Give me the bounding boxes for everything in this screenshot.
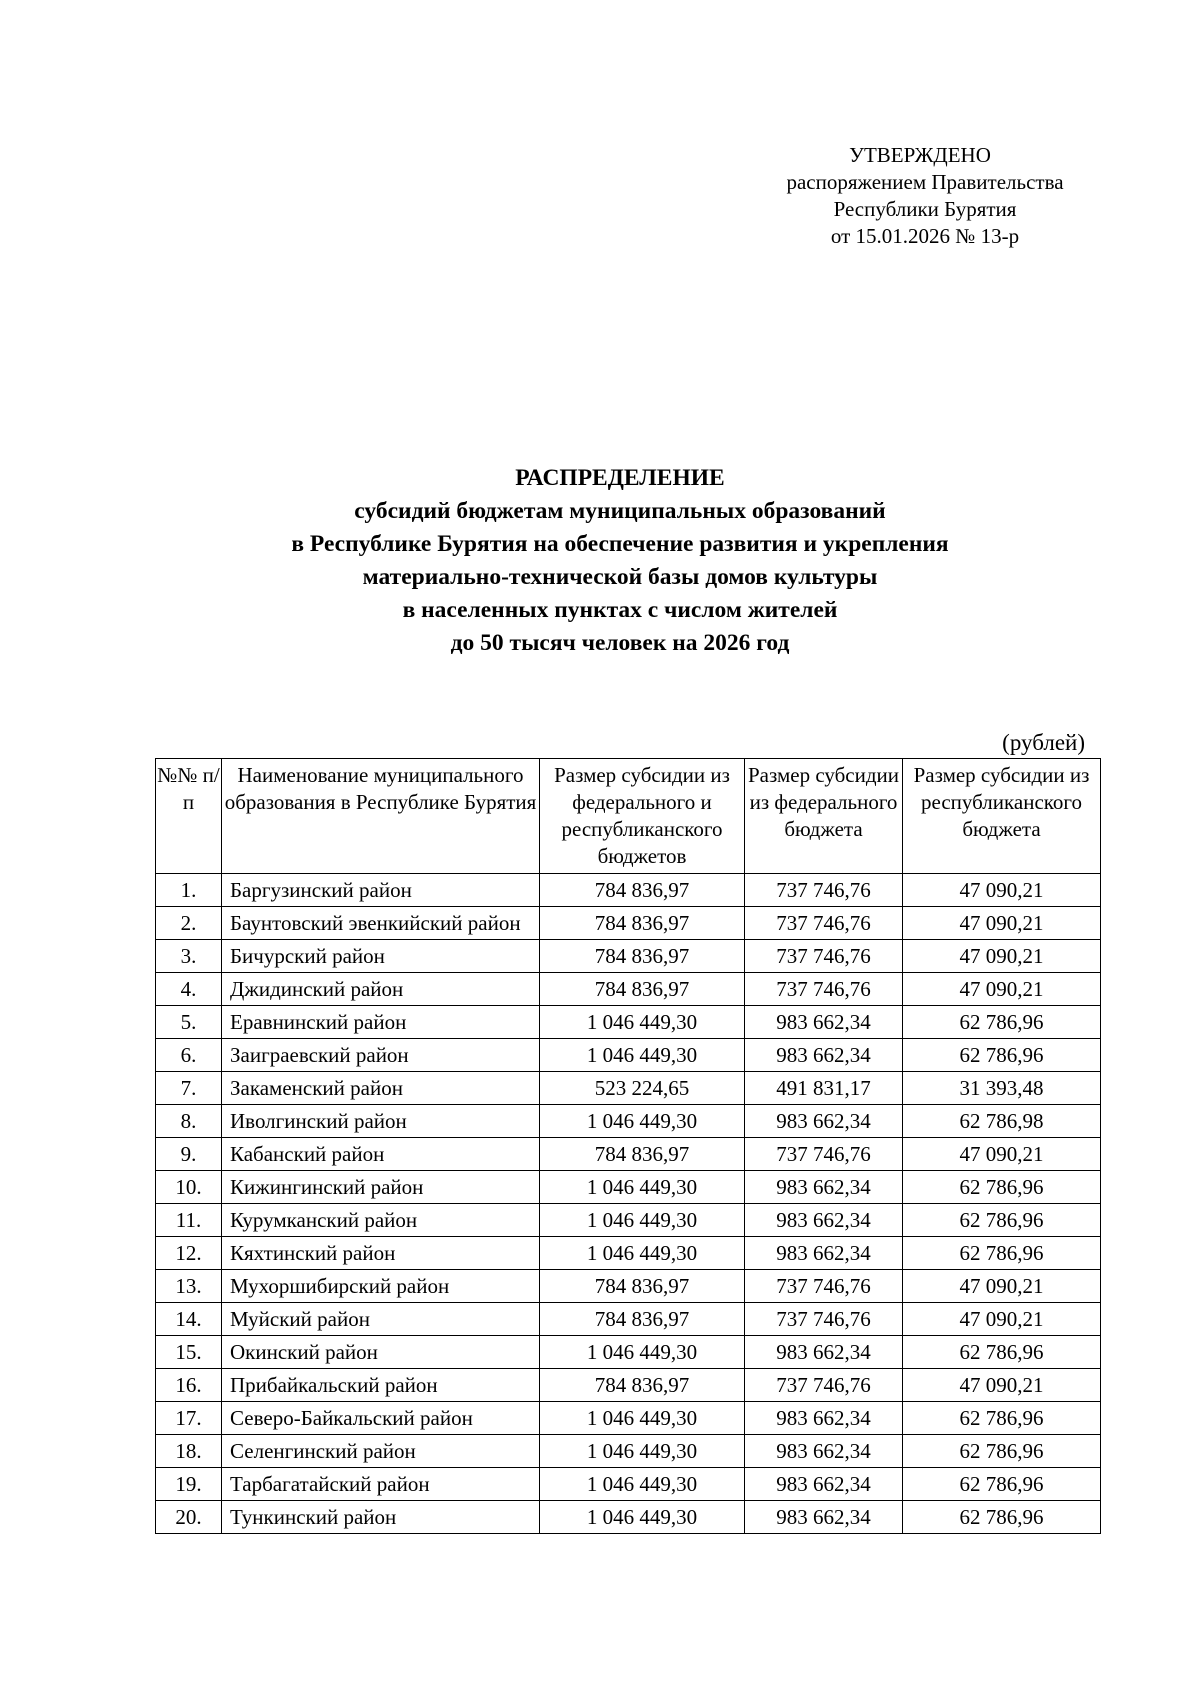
table-row: [156, 1336, 1101, 1369]
total-subsidy: 784 836,97: [540, 874, 745, 907]
row-number: 16.: [156, 1369, 222, 1402]
republic-subsidy: 47 090,21: [903, 973, 1101, 1006]
municipality-name: Джидинский район: [222, 973, 540, 1006]
federal-subsidy: 983 662,34: [745, 1501, 903, 1534]
table-body: [156, 874, 1101, 1534]
municipality-name: Закаменский район: [222, 1072, 540, 1105]
municipality-name: Прибайкальский район: [222, 1369, 540, 1402]
federal-subsidy: 983 662,34: [745, 1435, 903, 1468]
republic-subsidy: 47 090,21: [903, 1303, 1101, 1336]
total-subsidy: 1 046 449,30: [540, 1336, 745, 1369]
republic-subsidy: 62 786,96: [903, 1468, 1101, 1501]
republic-subsidy: 62 786,96: [903, 1006, 1101, 1039]
republic-subsidy: 47 090,21: [903, 874, 1101, 907]
municipality-name: Тункинский район: [222, 1501, 540, 1534]
municipality-name: Кабанский район: [222, 1138, 540, 1171]
row-number: 12.: [156, 1237, 222, 1270]
municipality-name: Курумканский район: [222, 1204, 540, 1237]
title-line-4: материально-технической базы домов культуры: [362, 564, 878, 590]
federal-subsidy: 737 746,76: [745, 1138, 903, 1171]
row-number: 17.: [156, 1402, 222, 1435]
municipality-name: Еравнинский район: [222, 1006, 540, 1039]
federal-subsidy: 983 662,34: [745, 1336, 903, 1369]
federal-subsidy: 983 662,34: [745, 1468, 903, 1501]
header-municipality: Наименование муниципального образования в Республике Бурятия: [222, 759, 540, 874]
total-subsidy: 1 046 449,30: [540, 1468, 745, 1501]
row-number: 18.: [156, 1435, 222, 1468]
federal-subsidy: 737 746,76: [745, 1270, 903, 1303]
row-number: 1.: [156, 874, 222, 907]
municipality-name: Кяхтинский район: [222, 1237, 540, 1270]
table-row: [156, 907, 1101, 940]
federal-subsidy: 737 746,76: [745, 973, 903, 1006]
republic-subsidy: 62 786,96: [903, 1171, 1101, 1204]
total-subsidy: 784 836,97: [540, 907, 745, 940]
table-row: [156, 973, 1101, 1006]
table-row: [156, 1138, 1101, 1171]
republic-subsidy: 62 786,98: [903, 1105, 1101, 1138]
federal-subsidy: 491 831,17: [745, 1072, 903, 1105]
table-row: [156, 1501, 1101, 1534]
municipality-name: Мухоршибирский район: [222, 1270, 540, 1303]
federal-subsidy: 737 746,76: [745, 907, 903, 940]
row-number: 14.: [156, 1303, 222, 1336]
republic-subsidy: 47 090,21: [903, 907, 1101, 940]
header-total-subsidy: Размер субсидии из федерального и республиканского бюджетов: [540, 759, 745, 874]
table-row: [156, 1006, 1101, 1039]
total-subsidy: 1 046 449,30: [540, 1171, 745, 1204]
federal-subsidy: 737 746,76: [745, 874, 903, 907]
republic-subsidy: 62 786,96: [903, 1204, 1101, 1237]
federal-subsidy: 983 662,34: [745, 1006, 903, 1039]
header-federal-subsidy: Размер субсидии из федерального бюджета: [745, 759, 903, 874]
row-number: 8.: [156, 1105, 222, 1138]
row-number: 19.: [156, 1468, 222, 1501]
federal-subsidy: 983 662,34: [745, 1237, 903, 1270]
republic-subsidy: 62 786,96: [903, 1435, 1101, 1468]
republic-subsidy: 62 786,96: [903, 1336, 1101, 1369]
municipality-name: Заиграевский район: [222, 1039, 540, 1072]
federal-subsidy: 983 662,34: [745, 1039, 903, 1072]
federal-subsidy: 983 662,34: [745, 1171, 903, 1204]
title-line-5: в населенных пунктах с числом жителей: [402, 597, 838, 623]
header-number: №№ п/п: [156, 759, 222, 874]
table-row: [156, 1072, 1101, 1105]
municipality-name: Иволгинский район: [222, 1105, 540, 1138]
table-row: [156, 940, 1101, 973]
title-line-1: РАСПРЕДЕЛЕНИЕ: [515, 465, 725, 491]
approval-title: УТВЕРЖДЕНО: [849, 143, 991, 167]
federal-subsidy: 737 746,76: [745, 940, 903, 973]
table-row: [156, 1369, 1101, 1402]
row-number: 5.: [156, 1006, 222, 1039]
total-subsidy: 784 836,97: [540, 1369, 745, 1402]
total-subsidy: 1 046 449,30: [540, 1237, 745, 1270]
municipality-name: Баргузинский район: [222, 874, 540, 907]
total-subsidy: 1 046 449,30: [540, 1435, 745, 1468]
municipality-name: Окинский район: [222, 1336, 540, 1369]
total-subsidy: 1 046 449,30: [540, 1039, 745, 1072]
header-republic-subsidy: Размер субсидии из республиканского бюджета: [903, 759, 1101, 874]
table-row: [156, 1303, 1101, 1336]
federal-subsidy: 983 662,34: [745, 1105, 903, 1138]
total-subsidy: 1 046 449,30: [540, 1402, 745, 1435]
document-title: [180, 462, 1060, 660]
municipality-name: Селенгинский район: [222, 1435, 540, 1468]
republic-subsidy: 62 786,96: [903, 1501, 1101, 1534]
row-number: 15.: [156, 1336, 222, 1369]
approval-stamp: [760, 142, 1090, 250]
row-number: 9.: [156, 1138, 222, 1171]
row-number: 11.: [156, 1204, 222, 1237]
row-number: 2.: [156, 907, 222, 940]
total-subsidy: 784 836,97: [540, 1138, 745, 1171]
approval-issuer: распоряжением Правительства: [786, 170, 1064, 194]
total-subsidy: 523 224,65: [540, 1072, 745, 1105]
table-row: [156, 874, 1101, 907]
total-subsidy: 784 836,97: [540, 973, 745, 1006]
municipality-name: Бичурский район: [222, 940, 540, 973]
republic-subsidy: 62 786,96: [903, 1237, 1101, 1270]
total-subsidy: 1 046 449,30: [540, 1501, 745, 1534]
total-subsidy: 1 046 449,30: [540, 1006, 745, 1039]
table-row: [156, 1204, 1101, 1237]
table-row: [156, 1270, 1101, 1303]
row-number: 4.: [156, 973, 222, 1006]
row-number: 10.: [156, 1171, 222, 1204]
title-line-6: до 50 тысяч человек на 2026 год: [450, 630, 790, 656]
republic-subsidy: 47 090,21: [903, 1138, 1101, 1171]
table-row: [156, 1468, 1101, 1501]
municipality-name: Баунтовский эвенкийский район: [222, 907, 540, 940]
federal-subsidy: 983 662,34: [745, 1402, 903, 1435]
total-subsidy: 784 836,97: [540, 1270, 745, 1303]
total-subsidy: 784 836,97: [540, 1303, 745, 1336]
table-row: [156, 1171, 1101, 1204]
total-subsidy: 784 836,97: [540, 940, 745, 973]
total-subsidy: 1 046 449,30: [540, 1204, 745, 1237]
row-number: 3.: [156, 940, 222, 973]
row-number: 20.: [156, 1501, 222, 1534]
municipality-name: Муйский район: [222, 1303, 540, 1336]
table-row: [156, 1039, 1101, 1072]
row-number: 7.: [156, 1072, 222, 1105]
republic-subsidy: 47 090,21: [903, 940, 1101, 973]
municipality-name: Кижингинский район: [222, 1171, 540, 1204]
table-row: [156, 1237, 1101, 1270]
republic-subsidy: 31 393,48: [903, 1072, 1101, 1105]
table-row: [156, 1105, 1101, 1138]
row-number: 6.: [156, 1039, 222, 1072]
municipality-name: Тарбагатайский район: [222, 1468, 540, 1501]
republic-subsidy: 47 090,21: [903, 1270, 1101, 1303]
republic-subsidy: 47 090,21: [903, 1369, 1101, 1402]
subsidy-table: [155, 758, 1101, 1534]
table-row: [156, 1402, 1101, 1435]
federal-subsidy: 737 746,76: [745, 1303, 903, 1336]
units-label: (рублей): [1002, 730, 1085, 755]
republic-subsidy: 62 786,96: [903, 1402, 1101, 1435]
federal-subsidy: 737 746,76: [745, 1369, 903, 1402]
table-row: [156, 1435, 1101, 1468]
republic-subsidy: 62 786,96: [903, 1039, 1101, 1072]
municipality-name: Северо-Байкальский район: [222, 1402, 540, 1435]
federal-subsidy: 983 662,34: [745, 1204, 903, 1237]
row-number: 13.: [156, 1270, 222, 1303]
approval-date-number: от 15.01.2026 № 13-р: [830, 224, 1020, 248]
approval-republic: Республики Бурятия: [833, 197, 1017, 221]
title-line-2: субсидий бюджетам муниципальных образований: [354, 498, 886, 524]
title-line-3: в Республике Бурятия на обеспечение развития и укрепления: [291, 531, 949, 557]
table-header-row: [156, 759, 1101, 874]
total-subsidy: 1 046 449,30: [540, 1105, 745, 1138]
